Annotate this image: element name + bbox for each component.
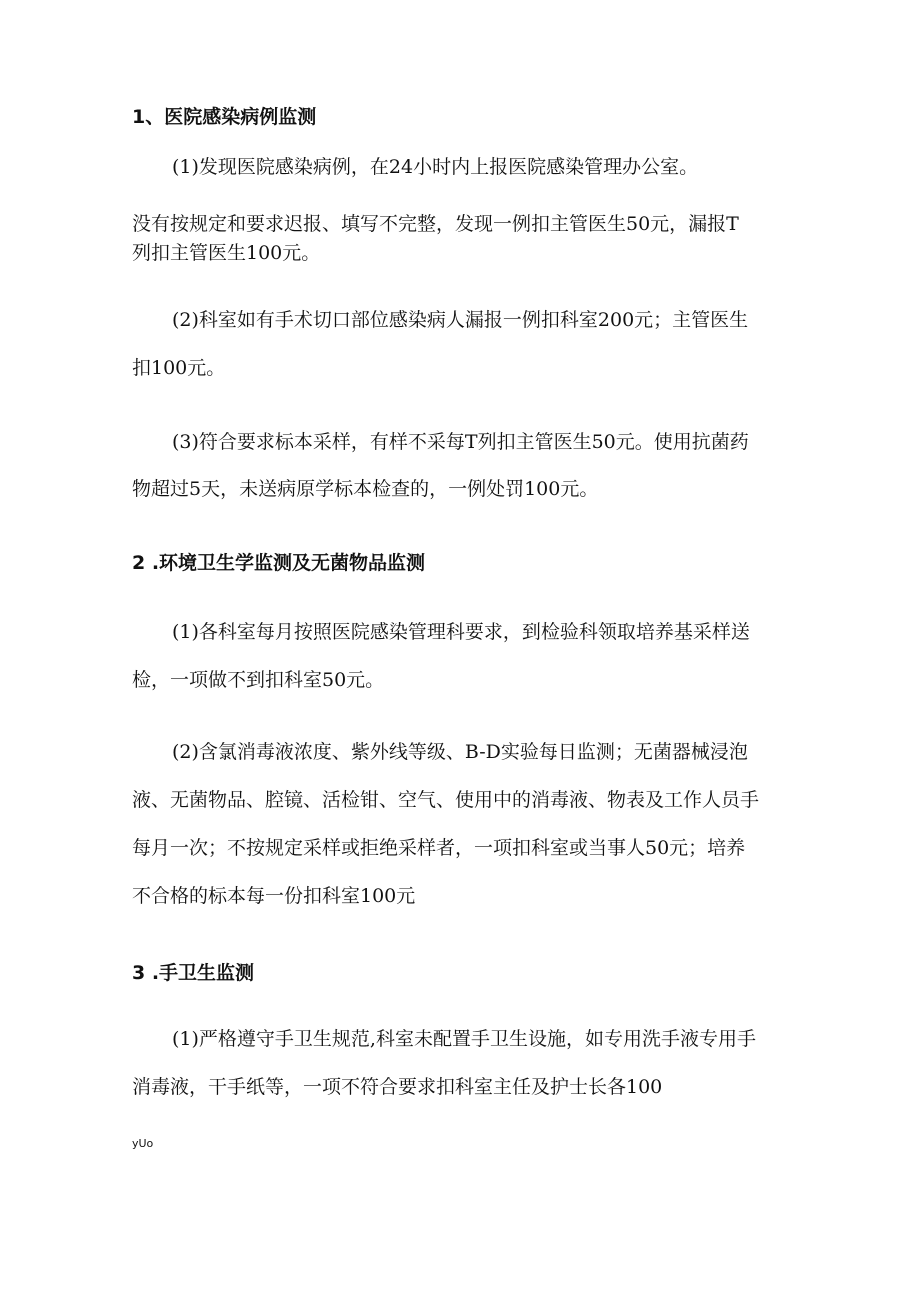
section-3-para-1-line-2: 消毒液，干手纸等，一项不符合要求扣科室主任及护士长各100 <box>132 1076 663 1098</box>
section-1-para-4-line-1: (3)符合要求标本采样，有样不采每T列扣主管医生50元。使用抗菌药 <box>172 431 749 453</box>
section-3-para-1-line-1: (1)严格遵守手卫生规范,科室未配置手卫生设施，如专用洗手液专用手 <box>172 1028 756 1050</box>
section-1-para-1-line-1: (1)发现医院感染病例，在24小时内上报医院感染管理办公室。 <box>172 156 699 178</box>
section-1-para-2-line-1: 没有按规定和要求迟报、填写不完整，发现一例扣主管医生50元，漏报T <box>132 213 739 235</box>
section-2-para-2-line-4: 不合格的标本每一份扣科室100元 <box>132 885 416 907</box>
section-2-heading: 2 .环境卫生学监测及无菌物品监测 <box>132 552 426 574</box>
footer-text: yUo <box>132 1137 154 1150</box>
section-1-para-4-line-2: 物超过5天，未送病原学标本检查的，一例处罚100元。 <box>132 478 599 500</box>
section-2-para-1-line-2: 检，一项做不到扣科室50元。 <box>132 669 385 691</box>
section-2-para-2-line-3: 每月一次；不按规定采样或拒绝采样者，一项扣科室或当事人50元；培养 <box>132 837 746 859</box>
section-2-para-1-line-1: (1)各科室每月按照医院感染管理科要求，到检验科领取培养基采样送 <box>172 621 750 643</box>
section-1-para-3-line-1: (2)科室如有手术切口部位感染病人漏报一例扣科室200元；主管医生 <box>172 309 749 331</box>
section-1-para-3-line-2: 扣100元。 <box>132 357 226 379</box>
section-1-para-2-line-2: 列扣主管医生100元。 <box>132 242 321 264</box>
section-3-heading: 3 .手卫生监测 <box>132 962 255 984</box>
section-2-para-2-line-2: 液、无菌物品、腔镜、活检钳、空气、使用中的消毒液、物表及工作人员手 <box>132 789 760 811</box>
section-2-para-2-line-1: (2)含氯消毒液浓度、紫外线等级、B-D实验每日监测；无菌器械浸泡 <box>172 741 748 763</box>
section-1-heading: 1、医院感染病例监测 <box>132 106 317 128</box>
